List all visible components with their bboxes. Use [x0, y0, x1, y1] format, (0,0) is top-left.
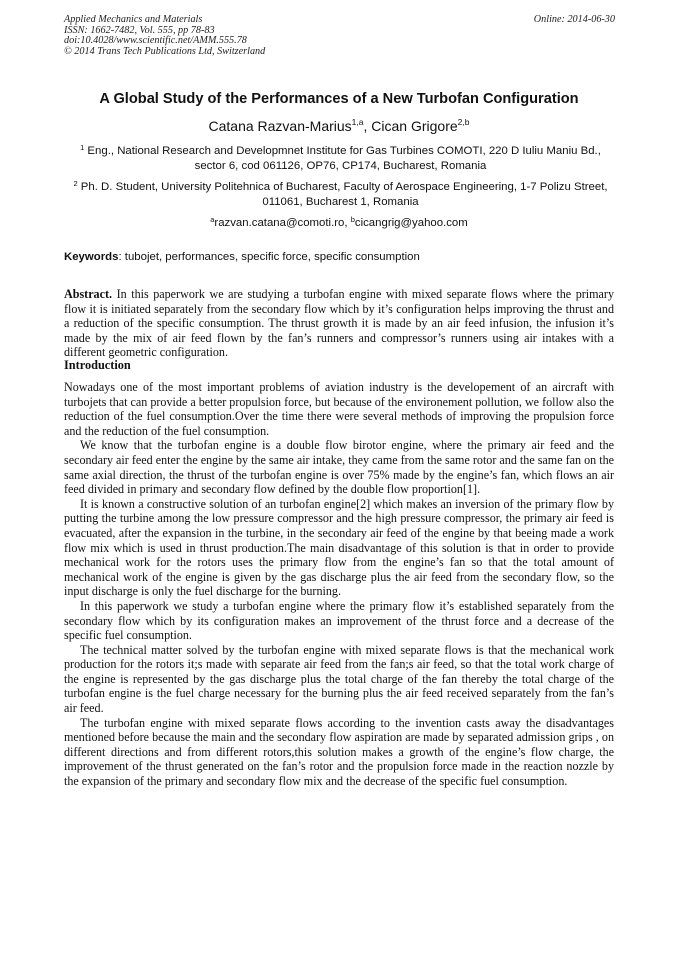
- journal-issn: ISSN: 1662-7482, Vol. 555, pp 78-83: [64, 24, 215, 36]
- email-b-sup: b: [350, 215, 355, 224]
- journal-info: [64, 15, 265, 57]
- keywords-text: : tubojet, performances, specific force, specific consumption: [118, 251, 420, 263]
- paragraph: Nowadays one of the most important problems of aviation industry is the developement of an aircraft with turbojets that can provide a better propulsion force, but because of the environement pollution, we follow also the reduction of the fuel consumption.Over the time there were several methods of improving the propulsion force and the reduction of the fuel consumption.: [64, 380, 614, 438]
- affiliation-1-number: 1: [80, 143, 85, 152]
- paragraph: The technical matter solved by the turbofan engine with mixed separate flows is that the mechanical work production for the rotors it;s made with separate air feed from the fan;s air feed, so that the total work charge of the engine is represented by the gas discharge plus the total charge of the fan thereby the total charge of the turbofan engine is the fuel charge necessary for the burning plus the air feed received separately from the fan’s air feed.: [64, 642, 614, 716]
- author-emails: [0, 216, 678, 231]
- online-date: Online: 2014-06-30: [533, 14, 615, 25]
- paragraph: We know that the turbofan engine is a double flow birotor engine, where the primary air feed and the secondary air feed enter the engine by the same air intake, they came from the same rotor and the same fan on the same axial direction, the thrust of the turbofan engine is over 75% made by the engine’s fan, which flows an air feed divided in primary and secondary flow defined by the double flow proportion[1].: [64, 438, 614, 497]
- email-a: razvan.catana@comoti.ro: [214, 217, 345, 229]
- author-2-sup: 2,b: [457, 117, 470, 127]
- journal-copyright: © 2014 Trans Tech Publications Ltd, Switzerland: [64, 45, 266, 57]
- paper-title: A Global Study of the Performances of a New Turbofan Configuration: [99, 91, 579, 107]
- abstract-label: Abstract.: [64, 287, 113, 301]
- paragraph: The turbofan engine with mixed separate flows according to the invention casts away the disadvantages mentioned before because the main and the secondary flow aspiration are made by separated admission grips , on different directions and from different rotors,this solution makes a growth of the engine’s flow charge, the improvement of the thrust generated on the fan’s rotor and the propulsion force made in the reaction nozzle by the expansion of the primary and secondary flow mix and the decrease of the specific fuel consumption.: [64, 715, 614, 789]
- author-2-name: Cican Grigore: [371, 118, 458, 134]
- author-1-sup: 1,a: [351, 117, 364, 127]
- author-separator: ,: [363, 118, 372, 134]
- email-separator: ,: [344, 217, 351, 229]
- journal-name: Applied Mechanics and Materials: [64, 14, 203, 25]
- abstract: [64, 287, 614, 360]
- introduction-body: [64, 380, 614, 789]
- paragraph: It is known a constructive solution of an turbofan engine[2] which makes an inversion of the primary flow by putting the turbine among the low pressure compressor and the high pressure compressor, the primary air feed is evacuated, after the expansion in the turbine, in the secondary air feed of the engine by that beeing made a work flow mix which is used in thrust production.The main disadvantage of this solution is that in order to provide mechanical work for the rotors uses the primary flow from the engine’s fan so that the total amount of mechanical work of the engine is given by the gas discharge plus the air feed from the secondary flow, so the input discharge is only the fuel discharge for the burning.: [64, 496, 614, 599]
- author-1-name: Catana Razvan-Marius: [208, 118, 352, 134]
- affiliation-2: [64, 180, 617, 210]
- affiliation-1-text: Eng., National Research and Developmnet Institute for Gas Turbines COMOTI, 220 D Iuliu Maniu Bd., sector 6, cod 061126, OP76, CP174, Bucharest, Romania: [84, 145, 601, 172]
- email-b: cicangrig@yahoo.com: [354, 217, 468, 229]
- author-line: [0, 117, 678, 135]
- journal-doi: doi:10.4028/www.scientific.net/AMM.555.78: [64, 35, 247, 47]
- keywords: [64, 250, 420, 265]
- affiliation-1: [64, 144, 617, 174]
- email-a-sup: a: [210, 215, 215, 224]
- abstract-text: In this paperwork we are studying a turbofan engine with mixed separate flows where the primary flow it is initiated separately from the secondary flow which by it’s configuration helps improving the thrust and a reduction of the specific consumption. The thrust growth it is made by an air feed infusion, the infusion it’s made by the mix of air feed flown by the fan’s runners and compressor’s runners using air intakes with a different geometric configuration.: [64, 287, 614, 360]
- paragraph: In this paperwork we study a turbofan engine where the primary flow it’s established separately from the secondary flow which by its configuration makes an improvement of the thrust force and a decrease of the specific fuel consumption.: [64, 598, 614, 643]
- affiliation-2-number: 2: [73, 179, 78, 188]
- keywords-label: Keywords: [64, 251, 119, 263]
- affiliation-2-text: Ph. D. Student, University Politehnica of Bucharest, Faculty of Aerospace Engineering, 1-7 Polizu Street, 011061, Bucharest 1, Romania: [77, 181, 608, 208]
- section-heading-introduction: Introduction: [64, 358, 131, 372]
